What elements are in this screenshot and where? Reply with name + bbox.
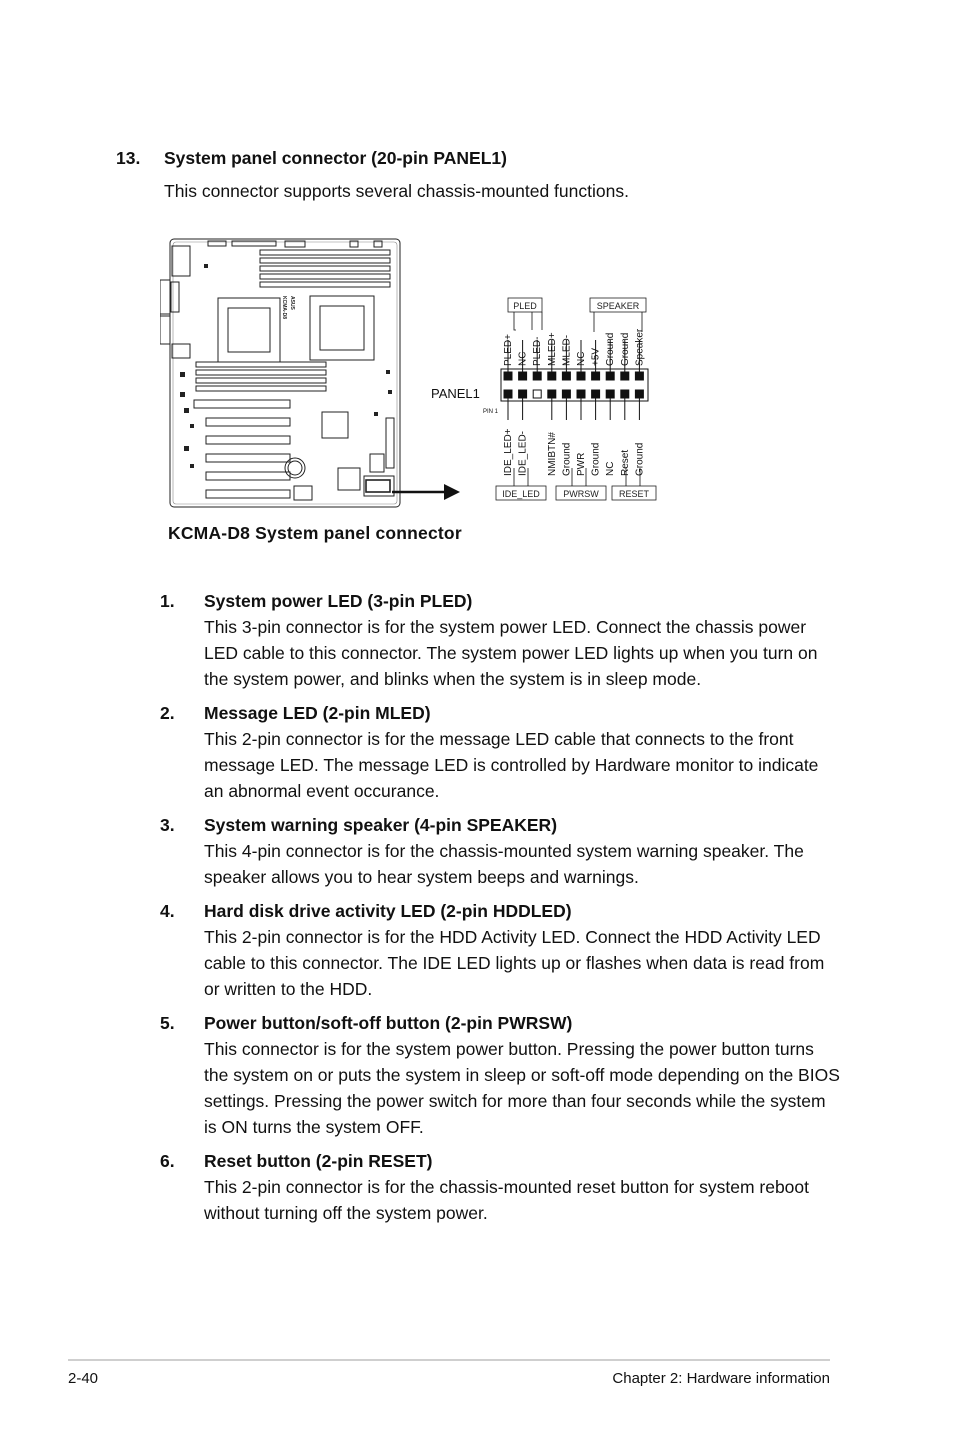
item-description: This 2-pin connector is for the message LED cable that connects to the front message LED. The message LED is controlled by Hardware monitor to indicate an abnormal event occurance. — [204, 729, 819, 801]
pin-label-bottom: NMIBTN# — [546, 432, 558, 476]
pin-labels-bottom — [503, 428, 645, 476]
pin-label-top: NC — [517, 351, 529, 366]
pin-label-top: PLED- — [532, 336, 544, 366]
item-title: System warning speaker (4-pin SPEAKER) — [204, 815, 558, 835]
pin-label-top: NC — [576, 351, 587, 366]
group-label-ide-led: IDE_LED — [502, 489, 540, 499]
pin-label-top: MLED+ — [546, 332, 558, 366]
pin-label-bottom: PWR — [576, 452, 587, 476]
pin — [562, 390, 570, 398]
group-label-reset: RESET — [618, 489, 650, 499]
pin — [548, 372, 556, 380]
pin — [504, 372, 512, 380]
pin — [519, 372, 527, 380]
list-item — [160, 812, 840, 890]
pin-label-bottom: IDE_LED- — [517, 430, 529, 476]
item-number: 5. — [160, 1013, 175, 1033]
pin-label-bottom: Ground — [590, 442, 602, 476]
item-description: This 4-pin connector is for the chassis-mounted system warning speaker. The speaker allows you to hear system beeps and warnings. — [204, 841, 804, 887]
item-title: System power LED (3-pin PLED) — [204, 591, 473, 611]
pin — [606, 372, 614, 380]
item-number: 3. — [160, 815, 175, 835]
pin — [592, 390, 600, 398]
pin — [548, 390, 556, 398]
item-title: Reset button (2-pin RESET) — [204, 1151, 433, 1171]
pin-label-bottom: IDE_LED+ — [503, 428, 514, 476]
pin — [592, 372, 600, 380]
pin-label-top: Ground — [619, 332, 631, 366]
item-title: Message LED (2-pin MLED) — [204, 703, 431, 723]
pin — [533, 372, 541, 380]
board-brand: ASUS — [289, 296, 295, 310]
group-label-speaker: SPEAKER — [596, 301, 640, 311]
pin-label-top: Ground — [605, 332, 617, 366]
item-description: This connector is for the system power button. Pressing the power button turns the system on or puts the system in sleep or soft-off mode depending on the BIOS settings. Pressing the power switch for more than four seconds while the system is ON turns the system OFF. — [204, 1039, 840, 1137]
item-list — [160, 588, 840, 1234]
list-item — [160, 700, 840, 804]
item-number: 2. — [160, 703, 175, 723]
pin-label-top: +5V — [590, 347, 602, 366]
list-item — [160, 1148, 840, 1226]
pin — [562, 372, 570, 380]
footer-divider — [68, 1359, 830, 1361]
pin — [635, 372, 643, 380]
item-title: Power button/soft-off button (2-pin PWRSW) — [204, 1013, 573, 1033]
item-description: This 2-pin connector is for the chassis-mounted reset button for system reboot without turning off the system power. — [204, 1177, 810, 1223]
pin-label-top: Speaker — [634, 328, 646, 366]
pin-label-top: PLED+ — [503, 334, 514, 366]
pin-label-top: MLED- — [561, 334, 573, 366]
panel-connector-diagram — [160, 232, 670, 522]
chapter-title: Chapter 2: Hardware information — [612, 1370, 830, 1387]
item-number: 6. — [160, 1151, 175, 1171]
pin — [621, 390, 629, 398]
pin-label-bottom: NC — [605, 461, 617, 476]
diagram-caption: KCMA-D8 System panel connector — [168, 523, 462, 543]
item-number: 1. — [160, 591, 175, 611]
item-title: Hard disk drive activity LED (2-pin HDDLED) — [204, 901, 572, 921]
list-item — [160, 898, 840, 1002]
group-label-pled: PLED — [513, 301, 537, 311]
motherboard-illustration — [160, 239, 400, 507]
board-components — [180, 264, 392, 468]
pin — [533, 390, 541, 398]
pin — [621, 372, 629, 380]
pin-label-bottom: Ground — [561, 442, 573, 476]
pin-label-bottom: Ground — [634, 442, 646, 476]
page-number: 2-40 — [68, 1370, 99, 1387]
pin — [577, 372, 585, 380]
list-item — [160, 588, 840, 692]
item-number: 4. — [160, 901, 175, 921]
section-title: System panel connector (20-pin PANEL1) — [164, 148, 507, 168]
pointer-arrowhead-icon — [444, 484, 460, 500]
pin — [606, 390, 614, 398]
section-description: This connector supports several chassis-mounted functions. — [164, 181, 629, 201]
item-description: This 3-pin connector is for the system power LED. Connect the chassis power LED cable to this connector. The system power LED lights up when you turn on the system power, and blinks when the system is in sleep mode. — [204, 617, 818, 689]
header-name: PANEL1 — [431, 386, 480, 401]
board-label: KCMA-D8 — [281, 296, 287, 320]
item-description: This 2-pin connector is for the HDD Activity LED. Connect the HDD Activity LED cable to this connector. The IDE LED lights up or flashes when data is read from or written to the HDD. — [204, 927, 825, 999]
section-number: 13. — [116, 148, 141, 168]
pin1-label: PIN 1 — [483, 409, 499, 415]
pin-labels-top — [503, 328, 645, 366]
pin — [635, 390, 643, 398]
group-label-pwrsw: PWRSW — [563, 489, 599, 499]
pin-label-bottom: Reset — [619, 449, 631, 476]
group-brackets-top — [514, 312, 642, 332]
pin — [519, 390, 527, 398]
list-item — [160, 1010, 840, 1140]
pin — [577, 390, 585, 398]
pin — [504, 390, 512, 398]
